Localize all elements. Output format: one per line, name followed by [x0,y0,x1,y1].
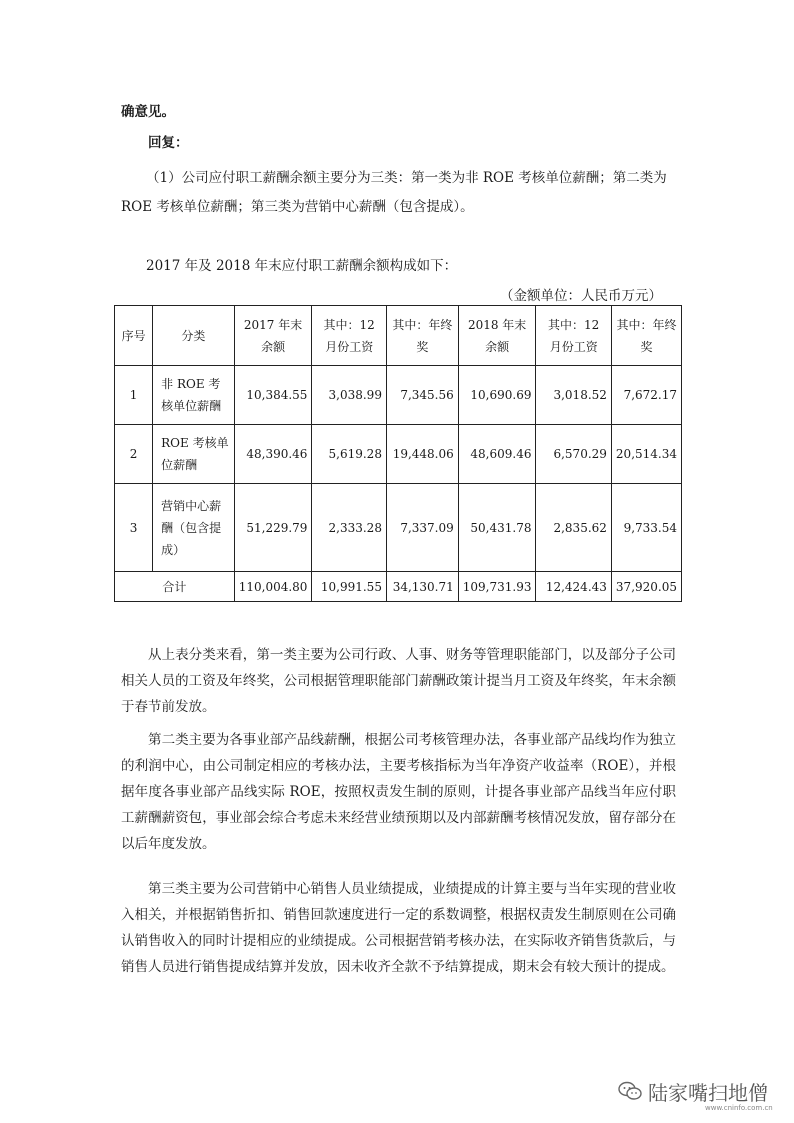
paragraph-3 [121,727,676,857]
cell-value: 5,619.28 [312,425,387,484]
header-2017-bonus: 其中：年终奖 [386,306,458,366]
cell-value: 19,448.06 [386,425,458,484]
cell-value: 48,390.46 [234,425,312,484]
header-2018-dec-salary: 其中：12 月份工资 [536,306,611,366]
header-2018-balance: 2018 年末余额 [458,306,536,366]
cell-value: 7,345.56 [386,366,458,425]
header-category: 分类 [153,306,235,366]
cell-no: 1 [115,366,153,425]
cell-category: 非 ROE 考核单位薪酬 [153,366,235,425]
watermark [618,1076,768,1106]
header-no: 序号 [115,306,153,366]
section-heading: 确意见。 [121,104,175,120]
reply-heading: 回复： [148,135,189,151]
table-header-row [115,306,682,366]
header-2017-balance: 2017 年末余额 [234,306,312,366]
cell-total-value: 109,731.93 [458,572,536,602]
cell-total-label: 合计 [115,572,235,602]
cell-value: 51,229.79 [234,484,312,572]
cell-total-value: 37,920.05 [611,572,681,602]
table-intro: 2017 年及 2018 年末应付职工薪酬余额构成如下： [146,258,458,274]
cell-total-value: 10,991.55 [312,572,387,602]
paragraph-4 [121,876,676,980]
cell-value: 48,609.46 [458,425,536,484]
cell-value: 9,733.54 [611,484,681,572]
table-row [115,484,682,572]
cell-value: 3,018.52 [536,366,611,425]
table-row [115,425,682,484]
cell-value: 2,835.62 [536,484,611,572]
wechat-icon [618,1081,642,1101]
cell-no: 3 [115,484,153,572]
cell-value: 10,384.55 [234,366,312,425]
paragraph-1-line-2: ROE 考核单位薪酬；第三类为营销中心薪酬（包含提成）。 [121,199,474,215]
paragraph-2-text: 从上表分类来看，第一类主要为公司行政、人事、财务等管理职能部门，以及部分子公司相关人员的工资及年终奖，公司根据管理职能部门薪酬政策计提当月工资及年终奖，年末余额于春节前发放。 [121,647,676,715]
cell-value: 2,333.28 [312,484,387,572]
cell-no: 2 [115,425,153,484]
cell-total-value: 34,130.71 [386,572,458,602]
table-row [115,366,682,425]
cell-value: 6,570.29 [536,425,611,484]
paragraph-4-text: 第三类主要为公司营销中心销售人员业绩提成，业绩提成的计算主要与当年实现的营业收入相关，并根据销售折扣、销售回款速度进行一定的系数调整，根据权责发生制原则在公司确认销售收入的同时计提相应的业绩提成。公司根据营销考核办法，在实际收齐销售货款后，与销售人员进行销售提成结算并发放，因未收齐全款不予结算提成，期末会有较大预计的提成。 [121,881,676,975]
cell-value: 50,431.78 [458,484,536,572]
cell-value: 10,690.69 [458,366,536,425]
paragraph-2 [121,642,676,720]
cell-category: 营销中心薪酬（包含提成） [153,484,235,572]
cell-total-value: 110,004.80 [234,572,312,602]
salary-table [114,305,682,602]
cell-total-value: 12,424.43 [536,572,611,602]
cell-value: 7,672.17 [611,366,681,425]
header-2017-dec-salary: 其中：12 月份工资 [312,306,387,366]
paragraph-3-text: 第二类主要为各事业部产品线薪酬，根据公司考核管理办法，各事业部产品线均作为独立的利润中心，由公司制定相应的考核办法，主要考核指标为当年净资产收益率（ROE），并根据年度各事业部产品线实际 ROE，按照权责发生制的原则，计提各事业部产品线当年应付职工薪酬薪资包，事业部会综合考虑未来经营业绩预期以及内部薪酬考核情况发放，留存部分在以后年度发放。 [121,732,676,852]
watermark-site: www.cninfo.com.cn [705,1104,773,1112]
unit-note: （金额单位：人民币万元） [500,288,662,304]
table-total-row [115,572,682,602]
paragraph-1-line-1: （1）公司应付职工薪酬余额主要分为三类：第一类为非 ROE 考核单位薪酬；第二类为 [146,170,667,186]
cell-value: 20,514.34 [611,425,681,484]
watermark-text: 陆家嘴扫地僧 [648,1080,768,1105]
header-2018-bonus: 其中：年终奖 [611,306,681,366]
cell-value: 3,038.99 [312,366,387,425]
cell-value: 7,337.09 [386,484,458,572]
cell-category: ROE 考核单位薪酬 [153,425,235,484]
